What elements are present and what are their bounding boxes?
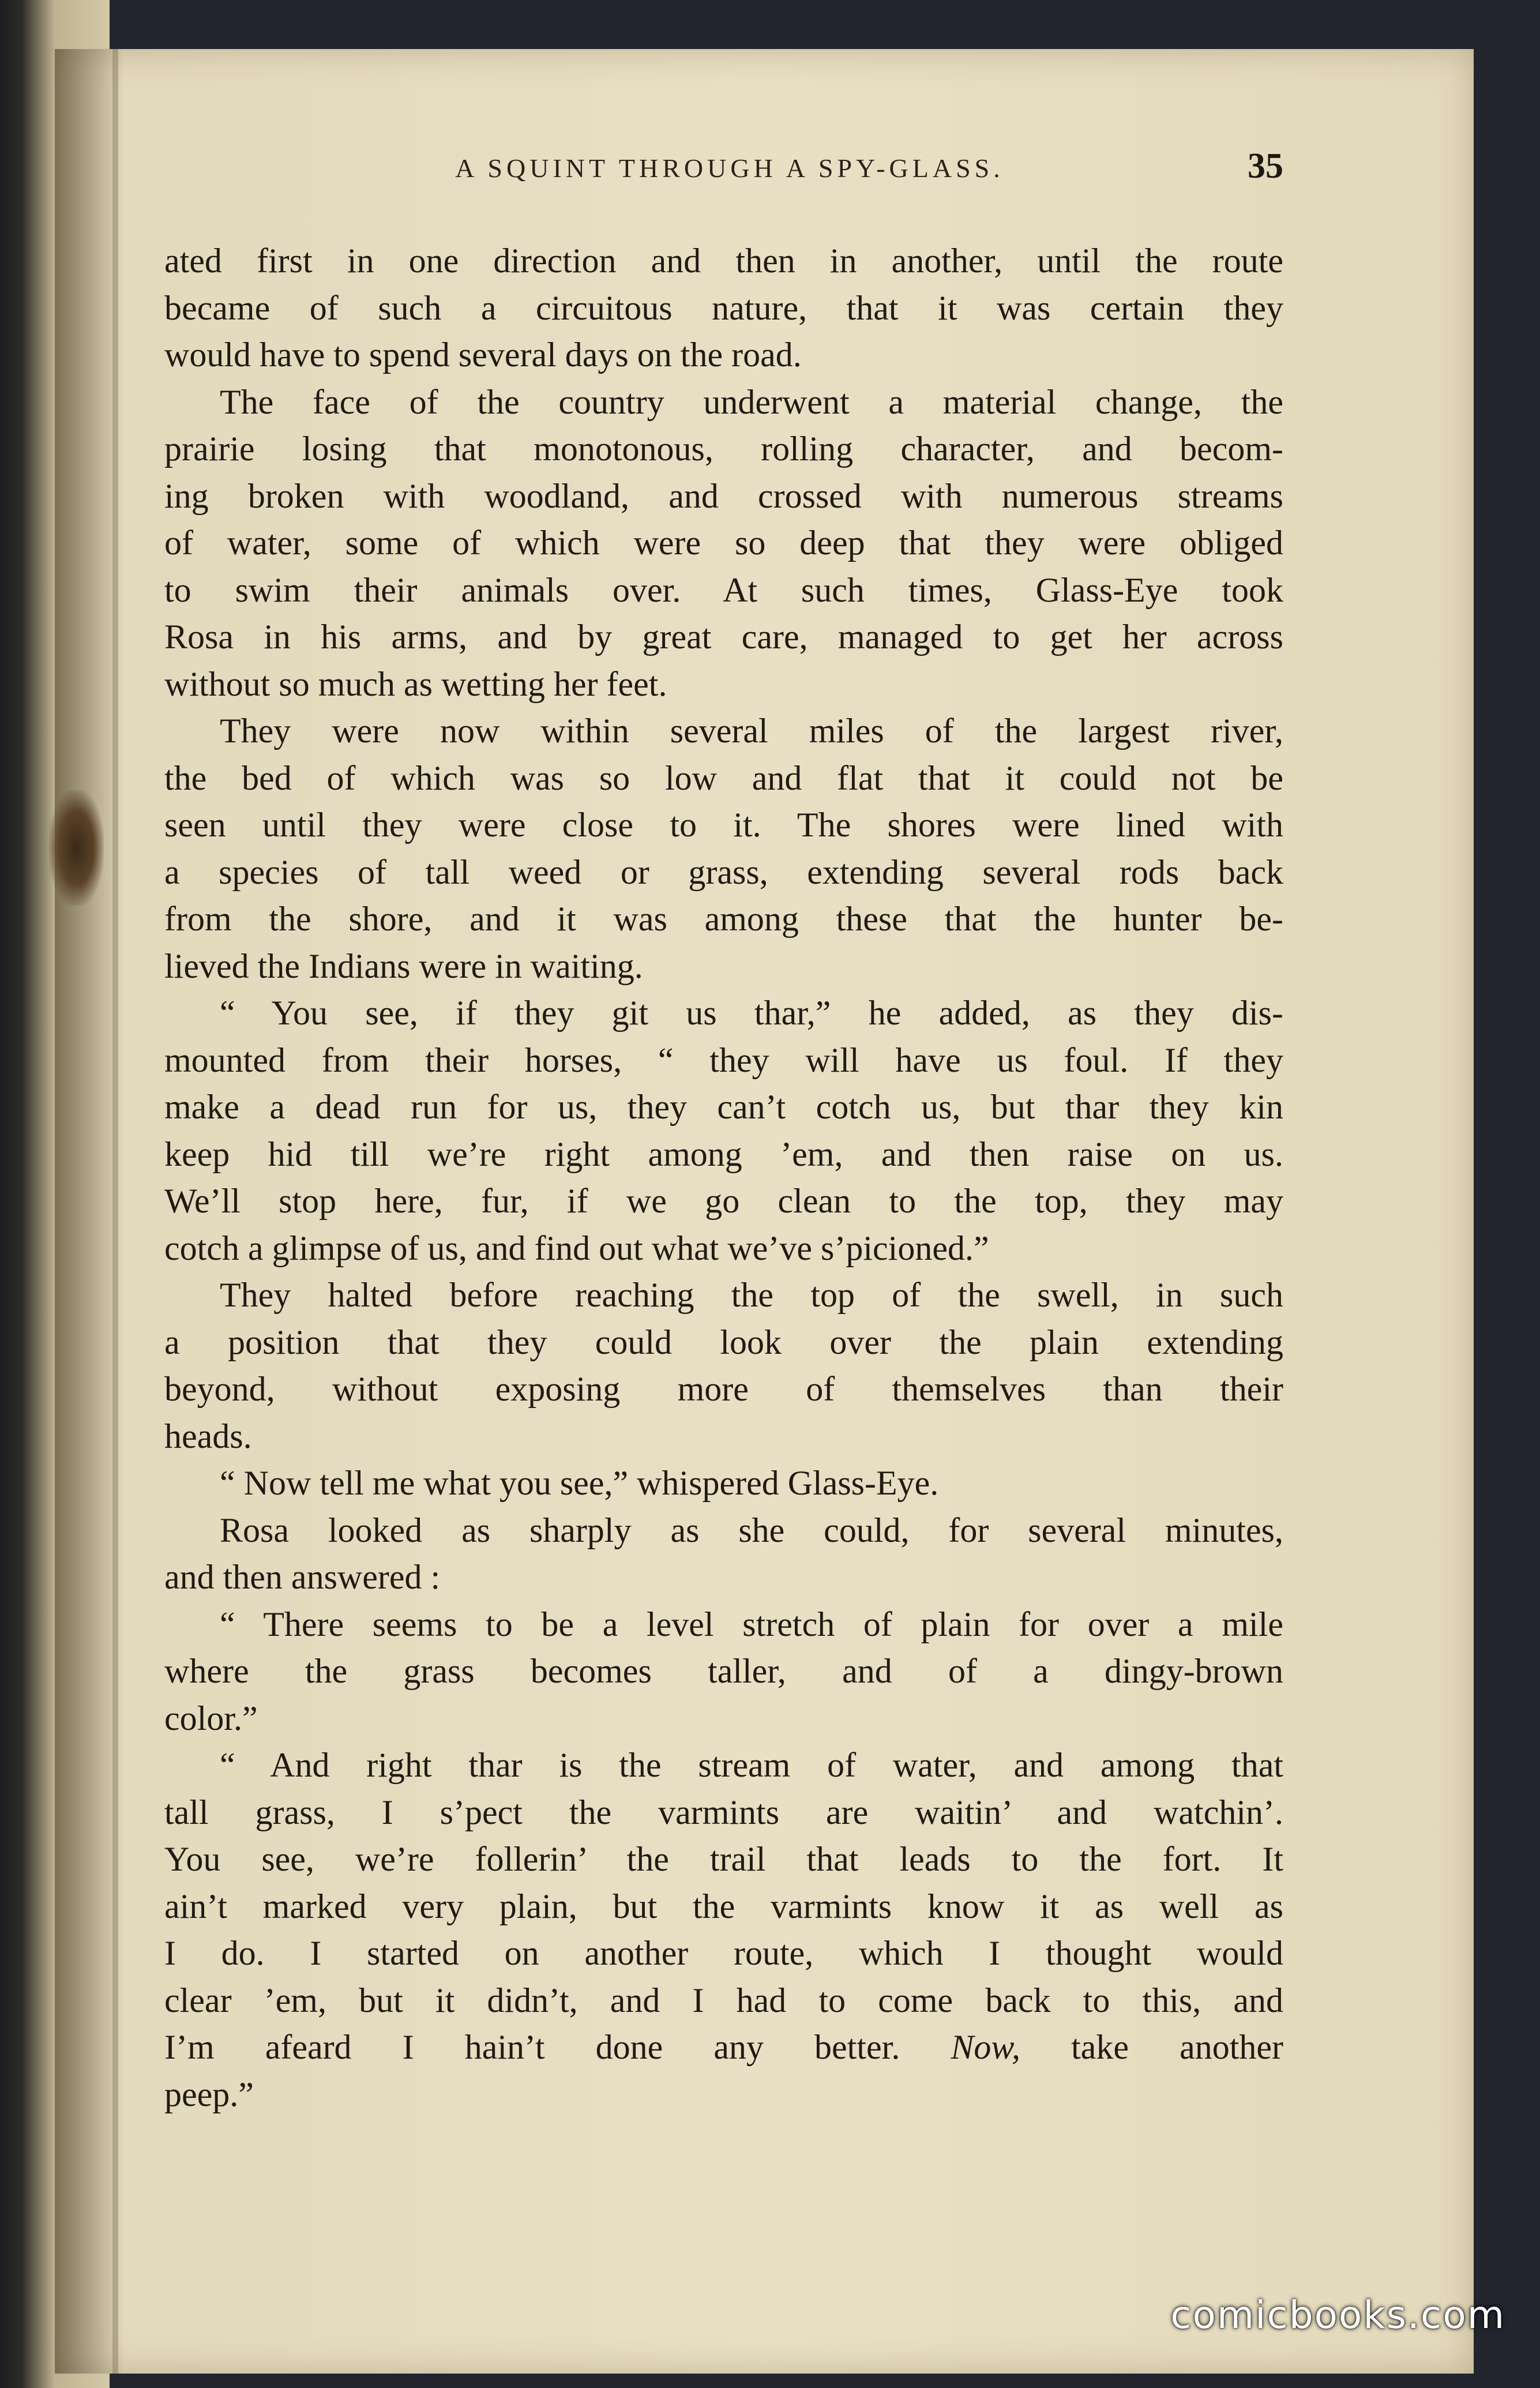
text-line: to swim their animals over. At such times, Glass-Eye took [164,570,1283,609]
text-line: color.” [164,1699,258,1737]
text-line: “ And right thar is the stream of water, and among that [220,1746,1283,1784]
text-line: peep.” [164,2075,254,2113]
text-line: They halted before reaching the top of the swell, in such [220,1276,1283,1314]
text-line: tall grass, I s’pect the varmints are waitin’ and watchin’. [164,1793,1283,1831]
text-line: would have to spend several days on the road. [164,336,802,374]
text-line: “ There seems to be a level stretch of plain for over a mile [220,1605,1283,1643]
text-line: ain’t marked very plain, but the varmints know it as well as [164,1887,1283,1925]
text-line: make a dead run for us, they can’t cotch us, but thar they kin [164,1088,1283,1126]
text-line: beyond, without exposing more of themselves than their [164,1370,1283,1408]
text-line: The face of the country underwent a material change, the [220,382,1283,421]
text-line: “ You see, if they git us thar,” he added, as they dis- [220,994,1283,1032]
text-line: the bed of which was so low and flat that it could not be [164,759,1283,797]
text-line: ing broken with woodland, and crossed with numerous streams [164,476,1283,515]
text-line: clear ’em, but it didn’t, and I had to come back to this, and [164,1981,1283,2019]
text-line: Rosa looked as sharply as she could, for several minutes, [220,1511,1283,1549]
text-line: mounted from their horses, “ they will have us foul. If they [164,1041,1283,1079]
page-number: 35 [1248,147,1283,186]
text-line: where the grass becomes taller, and of a dingy-brown [164,1652,1283,1690]
text-line: I do. I started on another route, which I thought would [164,1934,1283,1972]
text-line: a species of tall weed or grass, extending several rods back [164,853,1283,891]
text-line: heads. [164,1417,252,1455]
text-line: without so much as wetting her feet. [164,664,667,703]
text-line: They were now within several miles of the largest river, [220,712,1283,750]
text-line: Rosa in his arms, and by great care, managed to get her across [164,618,1283,656]
text-line: ated first in one direction and then in another, until the route [164,242,1283,280]
text-line: cotch a glimpse of us, and find out what we’ve s’picioned.” [164,1229,989,1267]
text-line: “ Now tell me what you see,” whispered Glass-Eye. [220,1464,939,1502]
running-head [164,147,1283,187]
paper-stain [49,790,104,906]
text-line: from the shore, and it was among these that the hunter be- [164,900,1283,938]
spine-edge [112,49,118,2374]
text-line: prairie losing that monotonous, rolling character, and becom- [164,430,1283,468]
text-line: and then answered : [164,1558,441,1596]
text-line: You see, we’re follerin’ the trail that leads to the fort. It [164,1840,1283,1878]
running-title: A SQUINT THROUGH A SPY-GLASS. [455,153,1004,183]
text-line: I’m afeard I hain’t done any better. Now, take another [164,2028,1283,2066]
text-line: We’ll stop here, fur, if we go clean to the top, they may [164,1182,1283,1220]
text-line: seen until they were close to it. The shores were lined with [164,806,1283,844]
text-line: became of such a circuitous nature, that it was certain they [164,288,1283,327]
watermark: comicbooks.com [1170,2293,1505,2337]
text-line: lieved the Indians were in waiting. [164,947,643,985]
text-line: keep hid till we’re right among ’em, and then raise on us. [164,1135,1283,1173]
text-line: a position that they could look over the plain extending [164,1323,1283,1361]
text-line: of water, some of which were so deep that they were obliged [164,524,1283,562]
body-text [164,238,1283,2118]
emphasis: Now, [951,2028,1020,2066]
